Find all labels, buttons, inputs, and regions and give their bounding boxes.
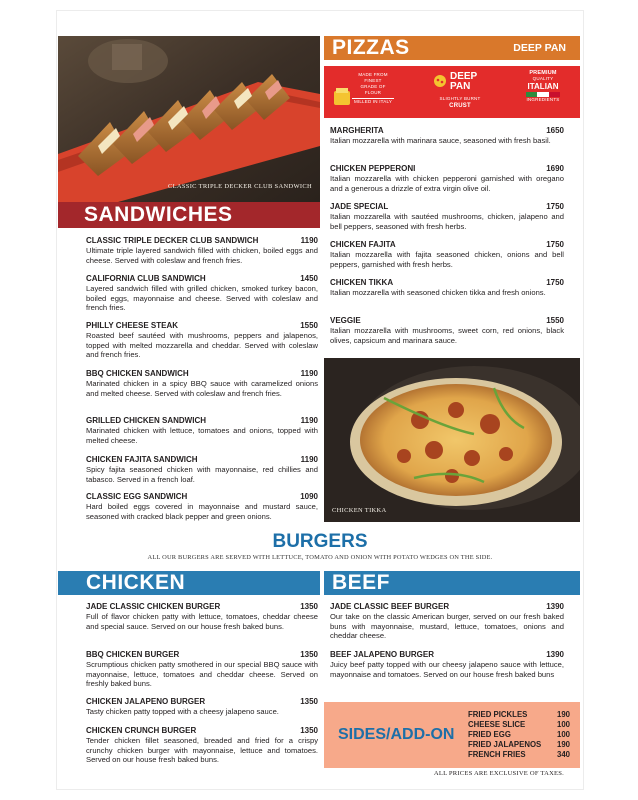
item-name: JADE CLASSIC CHICKEN BURGER — [86, 602, 221, 611]
item-name: CHICKEN PEPPERONI — [330, 164, 416, 173]
chicken-header — [58, 571, 320, 595]
sandwich-photo-caption: CLASSIC TRIPLE DECKER CLUB SANDWICH — [167, 183, 312, 190]
item-name: BBQ CHICKEN SANDWICH — [86, 369, 189, 378]
sandwich-item — [86, 455, 318, 484]
italian-badge-line3: ITALIAN — [527, 82, 559, 91]
item-price: 1750 — [546, 202, 564, 211]
side-item — [468, 740, 570, 750]
pizza-quality-banner — [324, 66, 580, 118]
side-name: CHEESE SLICE — [468, 720, 526, 729]
item-description: Our take on the classic American burger, served on our fresh baked buns with mayonnaise, mustard, lettuce, tomatoes, onions and cheddar cheese. — [330, 611, 564, 641]
deep-pan-line4: CRUST — [449, 103, 471, 109]
chicken-burger-item — [86, 650, 318, 689]
item-price: 1190 — [300, 455, 318, 464]
side-item — [468, 750, 570, 760]
sides-title: SIDES/ADD-ON — [338, 726, 455, 743]
side-name: FRENCH FRIES — [468, 750, 526, 759]
item-description: Juicy beef patty topped with our cheesy jalapeno sauce with lettuce, mayonnaise and tomatoes. Served on our house fresh baked buns — [330, 659, 564, 679]
pizzas-header — [324, 36, 580, 60]
item-description: Scrumptious chicken patty smothered in our special BBQ sauce with mayonnaise, lettuce, tomatoes and cheddar cheese. Served on freshly baked buns. — [86, 659, 318, 689]
burgers-title: BURGERS — [272, 531, 368, 552]
item-name: CLASSIC EGG SANDWICH — [86, 492, 188, 501]
item-price: 1690 — [546, 164, 564, 173]
sandwich-item — [86, 492, 318, 521]
side-item — [468, 710, 570, 720]
item-price: 1750 — [546, 240, 564, 249]
side-price: 190 — [556, 740, 570, 749]
item-name: CHICKEN CRUNCH BURGER — [86, 726, 197, 735]
pizza-photo-caption: CHICKEN TIKKA — [332, 507, 387, 514]
italian-badge-line4: INGREDIENTS — [526, 97, 560, 102]
item-price: 1550 — [546, 316, 564, 325]
pizzas-title: PIZZAS — [332, 36, 410, 59]
chicken-burger-item — [86, 726, 318, 765]
chicken-burger-item — [86, 602, 318, 631]
burgers-note: ALL OUR BURGERS ARE SERVED WITH LETTUCE, TOMATO AND ONION WITH POTATO WEDGES ON THE SIDE. — [147, 554, 493, 561]
item-name: PHILLY CHEESE STEAK — [86, 321, 179, 330]
pizza-item — [330, 164, 564, 193]
item-price: 1090 — [300, 492, 318, 501]
side-name: FRIED JALAPENOS — [468, 740, 542, 749]
pizza-item — [330, 240, 564, 269]
side-item — [468, 720, 570, 730]
chicken-burger-item — [86, 697, 318, 717]
item-description: Full of flavor chicken patty with lettuce, tomatoes, cheddar cheese and special sauce. Served on our house fresh baked buns. — [86, 611, 318, 631]
sandwiches-header — [58, 202, 320, 228]
italian-badge-line2: QUALITY — [532, 76, 554, 81]
item-price: 1190 — [300, 416, 318, 425]
item-description: Marinated chicken with lettuce, tomatoes and onions, topped with melted cheese. — [86, 425, 318, 445]
item-price: 1750 — [546, 278, 564, 287]
item-name: CHICKEN JALAPENO BURGER — [86, 697, 206, 706]
item-name: VEGGIE — [330, 316, 361, 325]
item-price: 1350 — [300, 726, 318, 735]
deep-pan-line1: DEEP — [450, 71, 478, 82]
side-item — [468, 730, 570, 740]
deep-pan-word — [450, 72, 477, 92]
sandwich-item — [86, 274, 318, 313]
item-name: CHICKEN FAJITA — [330, 240, 396, 249]
side-price: 100 — [556, 720, 570, 729]
flour-badge-line4: MILLED IN ITALY — [353, 99, 393, 104]
item-description: Italian mozzarella with mushrooms, sweet corn, red onions, black olives, capsicum and marinara sauce. — [330, 325, 564, 345]
item-description: Italian mozzarella with marinara sauce, seasoned with fresh basil. — [330, 135, 551, 145]
item-description: Layered sandwich filled with grilled chicken, smoked turkey bacon, boiled eggs, mayonnaise and cheese. Served with coleslaw and french fries. — [86, 283, 318, 313]
item-price: 1550 — [300, 321, 318, 330]
item-name: CLASSIC TRIPLE DECKER CLUB SANDWICH — [86, 236, 259, 245]
pizza-photo — [324, 358, 580, 522]
item-price: 1450 — [300, 274, 318, 283]
item-name: CHICKEN TIKKA — [330, 278, 394, 287]
sandwich-item — [86, 369, 318, 398]
side-price: 340 — [556, 750, 570, 759]
sandwich-item — [86, 416, 318, 445]
deep-pan-line2: PAN — [450, 81, 471, 92]
beef-burger-item — [330, 602, 564, 641]
item-price: 1190 — [300, 369, 318, 378]
item-price: 1390 — [546, 650, 564, 659]
italian-badge-line1: PREMIUM — [529, 70, 557, 76]
item-name: CHICKEN FAJITA SANDWICH — [86, 455, 198, 464]
beef-burger-item — [330, 650, 564, 679]
item-name: CALIFORNIA CLUB SANDWICH — [86, 274, 206, 283]
side-price: 100 — [556, 730, 570, 739]
sandwich-item — [86, 321, 318, 360]
item-price: 1350 — [300, 697, 318, 706]
flour-badge-line1: MADE FROM — [358, 72, 388, 77]
beef-header — [324, 571, 580, 595]
item-name: MARGHERITA — [330, 126, 384, 135]
side-name: FRIED EGG — [468, 730, 511, 739]
item-name: BEEF JALAPENO BURGER — [330, 650, 435, 659]
item-description: Tender chicken fillet seasoned, breaded and fried for a crispy crunchy chicken burger with mayonnaise, lettuce and tomatoes. Served on our house fresh baked buns. — [86, 735, 318, 765]
item-name: GRILLED CHICKEN SANDWICH — [86, 416, 206, 425]
side-price: 190 — [556, 710, 570, 719]
pizza-item — [330, 278, 564, 298]
pizza-item — [330, 202, 564, 231]
item-description: Italian mozzarella with chicken pepperoni garnished with oregano and a generous a drizzle of extra virgin olive oil. — [330, 173, 564, 193]
sandwiches-title: SANDWICHES — [84, 203, 233, 226]
item-description: Italian mozzarella with fajita seasoned chicken, onions and bell peppers, garnished with fresh herbs. — [330, 249, 564, 269]
item-description: Tasty chicken patty topped with a cheesy jalapeno sauce. — [86, 706, 279, 716]
beef-title: BEEF — [332, 571, 391, 594]
item-description: Spicy fajita seasoned chicken with mayonnaise, red chillies and tabasco. Served in a french loaf. — [86, 464, 318, 484]
item-description: Marinated chicken in a spicy BBQ sauce with caramelized onions and melted cheese. Served with coleslaw and french fries. — [86, 378, 318, 398]
item-price: 1350 — [300, 602, 318, 611]
pizza-item — [330, 316, 564, 345]
sandwich-item — [86, 236, 318, 265]
taxes-note: ALL PRICES ARE EXCLUSIVE OF TAXES. — [433, 770, 564, 777]
pizzas-subtitle: DEEP PAN — [513, 42, 566, 54]
item-description: Italian mozzarella with seasoned chicken tikka and fresh onions. — [330, 287, 546, 297]
sides-box — [324, 702, 580, 768]
italian-badge — [514, 70, 572, 103]
sides-list — [468, 710, 570, 760]
flour-badge-line2: FINEST — [364, 78, 382, 83]
item-name: JADE SPECIAL — [330, 202, 389, 211]
item-price: 1650 — [546, 126, 564, 135]
pizza-slice-icon — [430, 74, 450, 88]
item-name: JADE CLASSIC BEEF BURGER — [330, 602, 450, 611]
sandwich-photo — [58, 36, 320, 202]
item-price: 1350 — [300, 650, 318, 659]
item-name: BBQ CHICKEN BURGER — [86, 650, 180, 659]
item-price: 1190 — [300, 236, 318, 245]
deep-pan-line3: SLIGHTLY BURNT — [439, 96, 481, 101]
side-name: FRIED PICKLES — [468, 710, 528, 719]
item-description: Italian mozzarella with sautéed mushrooms, chicken, jalapeno and bell peppers, seasoned with fresh herbs. — [330, 211, 564, 231]
pizza-item — [330, 126, 564, 146]
item-description: Hard boiled eggs covered in mayonnaise and mustard sauce, seasoned with cracked black pepper and green onions. — [86, 501, 318, 521]
item-description: Roasted beef sautéed with mushrooms, peppers and jalapenos, topped with melted mozzarella and cheddar. Served with coleslaw and french fries. — [86, 330, 318, 360]
item-price: 1390 — [546, 602, 564, 611]
flour-badge-line3: GRADE OF FLOUR — [360, 84, 386, 95]
item-description: Ultimate triple layered sandwich filled with chicken, boiled eggs and cheese. Served with coleslaw and french fries. — [86, 245, 318, 265]
chicken-title: CHICKEN — [86, 571, 186, 594]
flour-bag-icon — [332, 88, 354, 106]
